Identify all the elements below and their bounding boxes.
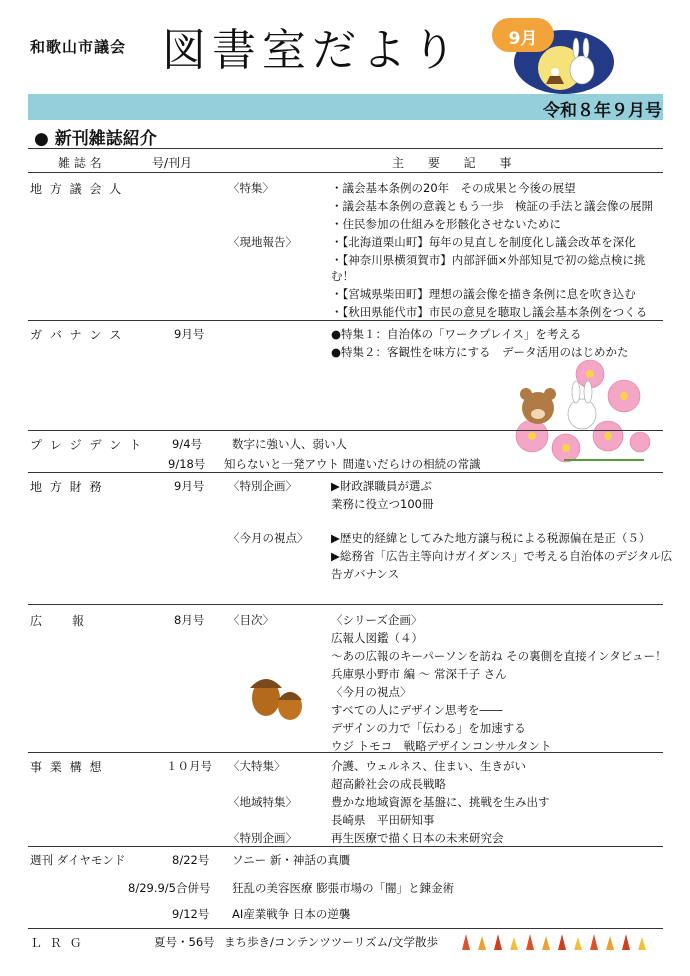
- article-line: 再生医療で描く日本の未来研究会: [331, 831, 504, 845]
- issue-number: 9/12号: [172, 907, 210, 921]
- article-line: AI産業戦争 日本の逆襲: [232, 907, 351, 921]
- autumn-leaves-border: [456, 928, 656, 952]
- article-line: 超高齢社会の成長戦略: [331, 777, 446, 791]
- article-line: 長崎県 平田研知事: [331, 813, 435, 827]
- divider: [28, 148, 663, 149]
- article-line: ・【秋田県能代市】市民の意見を聴取し議会基本条例をつくる: [331, 305, 648, 319]
- section-heading: ● 新刊雑誌紹介: [34, 129, 157, 149]
- magazine-name: 地 方 議 会 人: [30, 182, 124, 196]
- org-name: 和歌山市議会: [30, 38, 127, 56]
- divider: [28, 172, 663, 173]
- acorn-illustration: [246, 664, 308, 722]
- divider: [28, 472, 663, 473]
- magazine-name: 広 報: [30, 614, 87, 628]
- article-line: すべての人にデザイン思考を――: [331, 703, 503, 717]
- month-badge: 9月: [492, 18, 554, 52]
- divider: [28, 752, 663, 753]
- section-tag: 〈大特集〉: [228, 759, 286, 773]
- section-tag: 〈今月の視点〉: [228, 531, 309, 545]
- magazine-name: 事 業 構 想: [30, 760, 104, 774]
- section-tag: 〈特別企画〉: [228, 479, 297, 493]
- section-tag: 〈現地報告〉: [228, 235, 297, 249]
- article-line: ・【宮城県柴田町】理想の議会像を描き条例に息を吹き込む: [331, 287, 636, 301]
- article-line: 豊かな地域資源を基盤に、挑戦を生み出す: [331, 795, 550, 809]
- article-line: 介護、ウェルネス、住まい、生きがい: [331, 759, 527, 773]
- magazine-name: Ｌ Ｒ Ｇ: [30, 936, 84, 950]
- magazine-name: ガ バ ナ ン ス: [30, 328, 124, 342]
- issue-number: 9月号: [174, 327, 205, 341]
- col-magazine: 雑 誌 名: [58, 156, 102, 170]
- article-line: 〈今月の視点〉: [331, 685, 412, 699]
- divider: [28, 846, 663, 847]
- issue-number: １０月号: [166, 759, 212, 773]
- article-line: デザインの力で「伝わる」を加速する: [331, 721, 526, 735]
- issue-number: 夏号・56号: [154, 935, 215, 949]
- article-line: 告ガバナンス: [331, 567, 400, 581]
- article-line: 数字に強い人、弱い人: [232, 437, 347, 451]
- article-line: ～あの広報のキーパーソンを訪ね その裏側を直接インタビュー！: [331, 649, 667, 663]
- article-line: ・議会基本条例の20年 その成果と今後の展望: [331, 181, 576, 195]
- article-line: まち歩き/コンテンツツーリズム/文学散歩: [224, 935, 438, 949]
- bear-rabbit-cosmos-illustration: [504, 356, 654, 468]
- article-line: ・【北海道栗山町】毎年の見直しを制度化し議会改革を深化: [331, 235, 636, 249]
- article-line: 兵庫県小野市 編 ～ 常深千子 さん: [331, 667, 507, 681]
- article-line: ▶歴史的経緯としてみた地方譲与税による税源偏在是正（５）: [331, 531, 651, 545]
- divider: [28, 604, 663, 605]
- issue-label: 令和８年９月号: [543, 101, 662, 121]
- article-line: ・【神奈川県横須賀市】内部評価×外部知見で初の総点検に挑: [331, 253, 646, 267]
- magazine-name: 地 方 財 務: [30, 480, 104, 494]
- article-line: ・住民参加の仕組みを形骸化させないために: [331, 217, 561, 231]
- col-issue: 号/刊月: [152, 156, 193, 170]
- article-line: ▶総務省「広告主等向けガイダンス」で考える自治体のデジタル広: [331, 549, 673, 563]
- article-line: 〈シリーズ企画〉: [331, 613, 423, 627]
- issue-number: 9/4号: [172, 437, 203, 451]
- article-line: 知らないと一発アウト 間違いだらけの相続の常識: [224, 457, 481, 471]
- section-tag: 〈地域特集〉: [228, 795, 297, 809]
- article-line: 広報人図鑑（４）: [331, 631, 423, 645]
- article-line: 狂乱の美容医療 膨張市場の「闇」と錬金術: [232, 881, 455, 895]
- divider: [28, 430, 663, 431]
- newsletter-title: 図書室だより: [162, 25, 462, 76]
- article-line: む！: [331, 269, 354, 283]
- issue-number: 8/29.9/5合併号: [128, 881, 211, 895]
- divider: [28, 320, 663, 321]
- section-tag: 〈特別企画〉: [228, 831, 297, 845]
- col-articles: 主 要 記 事: [392, 156, 522, 170]
- issue-number: 8/22号: [172, 853, 210, 867]
- article-line: ●特集１：自治体の「ワークプレイス」を考える: [331, 327, 582, 341]
- magazine-name: プ レ ジ デ ン ト: [30, 438, 144, 452]
- article-line: ●特集２：客観性を味方にする データ活用のはじめかた: [331, 345, 629, 359]
- article-line: ソニー 新・神話の真贋: [232, 853, 351, 867]
- magazine-name: 週刊 ダイヤモンド: [30, 853, 126, 867]
- issue-number: 9月号: [174, 479, 205, 493]
- article-line: ▶財政課職員が選ぶ: [331, 479, 432, 493]
- article-line: 業務に役立つ100冊: [331, 497, 434, 511]
- article-line: ・議会基本条例の意義ともう一歩 検証の手法と議会像の展開: [331, 199, 653, 213]
- issue-number: 9/18号: [168, 457, 206, 471]
- section-tag: 〈特集〉: [228, 181, 274, 195]
- issue-number: 8月号: [174, 613, 205, 627]
- section-tag: 〈目次〉: [228, 613, 274, 627]
- article-line: ウジ トモコ 戦略デザインコンサルタント: [331, 739, 552, 753]
